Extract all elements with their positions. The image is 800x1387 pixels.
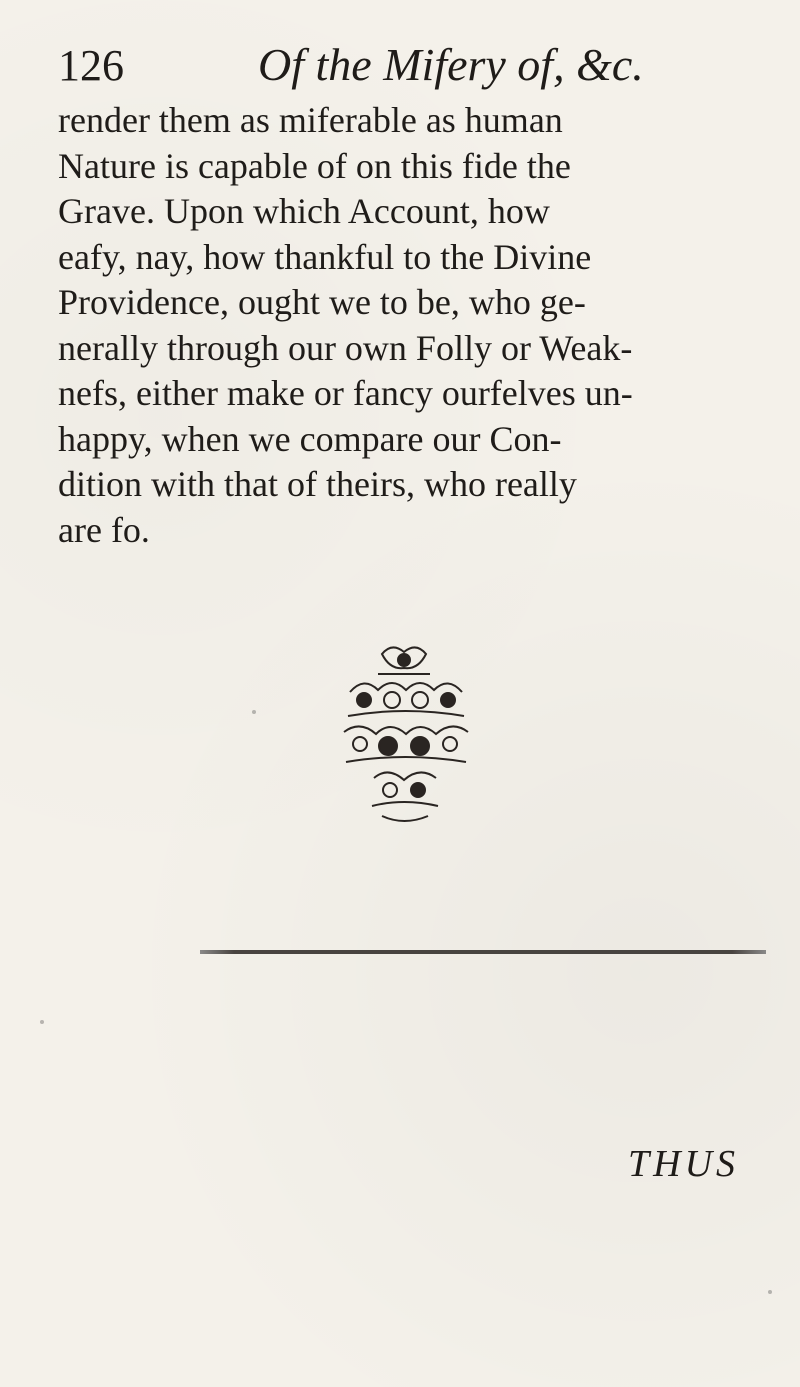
text-line: dition with that of theirs, who really [58,464,577,504]
printers-ornament-icon [320,640,490,830]
text-line: nefs, either make or fancy ourfelves un- [58,373,633,413]
text-line: are fo. [58,509,150,550]
text-line: nerally through our own Folly or Weak- [58,327,633,368]
text-line: eafy, nay, how thankful to the Divine [58,236,592,277]
body-text [58,98,788,553]
page-header [58,38,760,98]
text-line: happy, when we compare our Con- [58,418,562,459]
ink-speck [768,1290,772,1294]
ink-speck [252,710,256,714]
ink-speck [40,1020,44,1024]
text-line: Providence, ought we to be, who ge- [58,282,586,322]
page-number: 126 [58,41,124,90]
catchword: THUS [628,1143,740,1185]
text-line: Nature is capable of on this fide the [58,145,571,186]
text-line: Grave. Upon which Account, how [58,191,550,231]
horizontal-rule [200,950,766,954]
text-line: render them as miferable as human [58,100,563,140]
running-head: Of the Mifery of, &c. [258,39,644,90]
